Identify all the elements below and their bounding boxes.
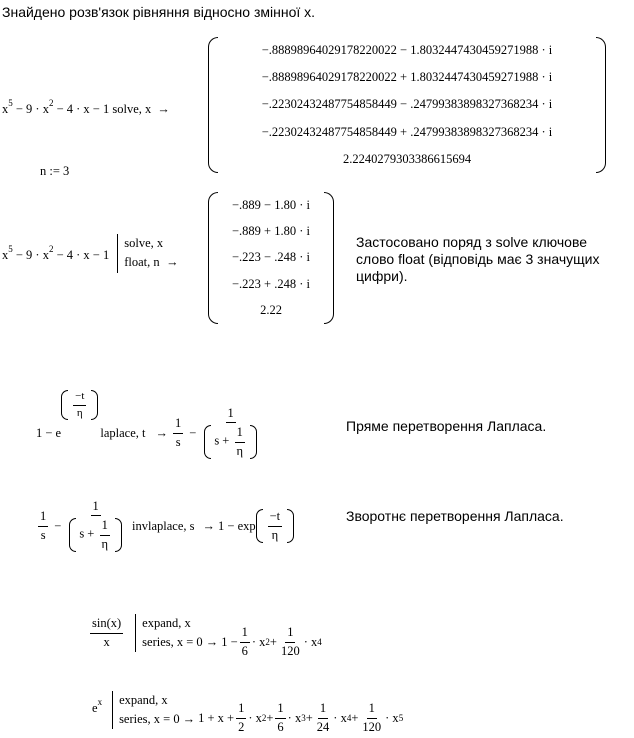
arrow-icon: → [202,518,216,533]
root-2: −.889 + 1.80 · i [232,224,310,239]
invlaplace-keyword: invlaplace, s [132,518,195,533]
root-1: −.88898964029178220022 − 1.8032447430459271988 · i [261,43,553,58]
arrow-icon: → [182,711,196,726]
arrow-icon: → [157,102,170,116]
series-exp-expression: $e^x$ expand, x series, x = 0 → 1 + x + $\frac{1}{2}$ · x 2 + $\frac{1}{6}$ · x 3 + $\frac{1}{24}$ · x 4 + $\frac{1}{120}$ · x 5 [92,692,404,734]
series-keyword: series, x = 0 [119,712,180,726]
root-1: −.889 − 1.80 · i [232,197,310,212]
arrow-icon: → [155,425,168,440]
root-3: −.22302432487754858449 − .24799383898327368234 · i [261,97,553,112]
expand-keyword: expand, x [142,615,191,630]
arrow-icon: → [205,634,219,649]
arrow-icon: → [166,254,179,269]
invlaplace-note: Зворотнє перетворення Лапласа. [346,508,564,524]
series-sin-expression: $\frac{\sin(x)}{x}$ expand, x series, x = 0 → 1 − $\frac{1}{6}$ · x 2 + $\frac{1}{120}$ · x 4 [92,615,322,658]
laplace-expression: 1 − e $\frac{-t}{\eta}$ laplace, t → $\frac{1}{s}$ − 1 s + $\frac{1}{\eta}$ [36,388,261,478]
expand-keyword: expand, x [119,692,168,707]
float-keyword: float, n [124,255,160,270]
series-keyword: series, x = 0 [142,635,203,649]
float-roots-matrix [208,192,334,324]
root-4: −.223 + .248 · i [232,276,310,291]
heading: Знайдено розв'язок рівняння відносно змінної x. [2,4,316,20]
solve-keyword: solve, x [112,102,152,116]
solve-float-expression: $x^5 - 9 \cdot x^2 - 4 \cdot x - 1$ solve, x float, n → [2,234,182,273]
solve-expression: $x^5 - 9 \cdot x^2 - 4 \cdot x - 1$ solve, x → [2,98,170,116]
invlaplace-expression: $\frac{1}{s}$ − 1 s + $\frac{1}{\eta}$ invlaplace, s → 1 − exp $\frac{-t}{\eta}$ [36,490,294,562]
solve-keyword: solve, x [124,236,164,250]
root-2: −.88898964029178220022 + 1.8032447430459271988 · i [261,70,553,85]
root-5: 2.22 [260,303,282,318]
laplace-note: Пряме перетворення Лапласа. [346,418,547,434]
float-note: Застосовано поряд з solve ключове слово float (відповідь має 3 значущих цифри). [356,234,600,284]
root-3: −.223 − .248 · i [232,250,310,265]
precision-assignment: n := 3 [40,164,70,178]
root-5: 2.2240279303386615694 [342,151,472,166]
roots-matrix [208,37,606,173]
root-4: −.22302432487754858449 + .24799383898327368234 · i [261,124,553,139]
laplace-keyword: laplace, t [100,425,146,440]
